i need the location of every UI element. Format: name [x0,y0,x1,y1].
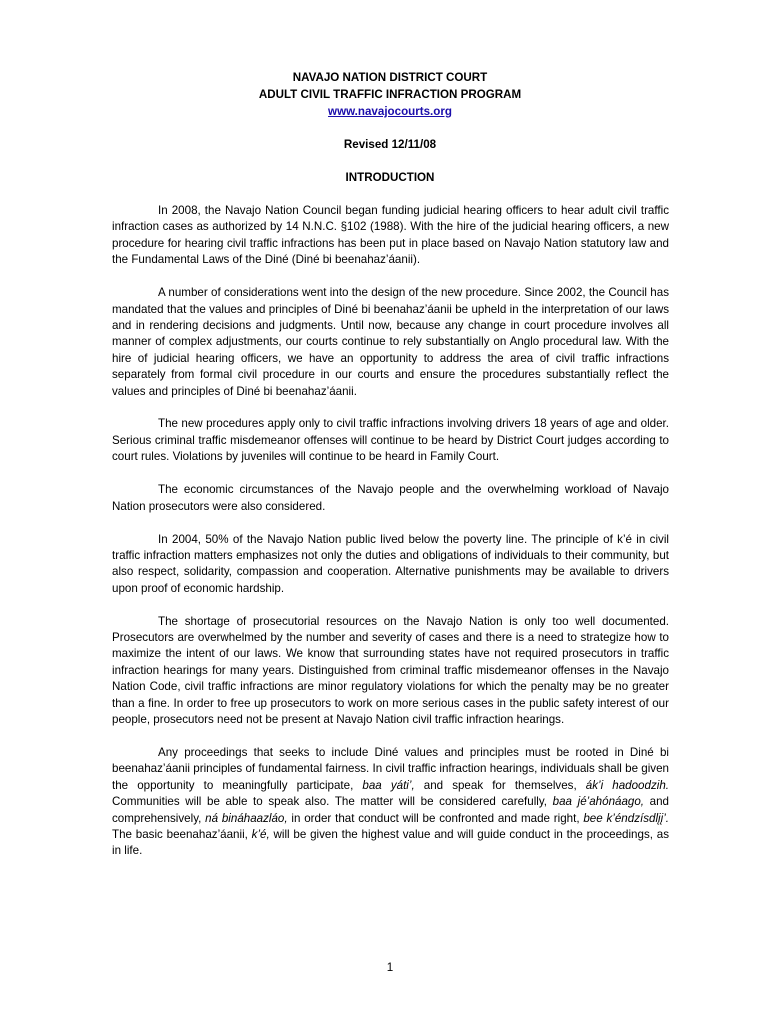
paragraph-7 [112,745,669,860]
p7-navajo-term: bee k’éndzísdlįį’. [583,811,669,825]
paragraph-6: The shortage of prosecutorial resources on the Navajo Nation is only too well documented. Prosecutors are overwhelmed by the number and severity of cases and there is a need to strategize how to maximize the intent of our laws. We know that surrounding states have not required prosecutors in traffic infraction hearings for many years. Distinguished from criminal traffic misdemeanor offenses in the Navajo Nation Code, civil traffic infractions are minor regulatory violations for which the penalty may be no greater than a fine. In order to free up prosecutors to work on more serious cases in the public safety interest of our people, prosecutors need not be present at Navajo Nation civil traffic infraction hearings. [112,614,669,727]
page-number: 1 [386,961,394,974]
p7-text: Communities will be able to speak also. The matter will be considered carefully, [112,795,553,809]
body-text [112,203,669,876]
paragraph-2: A number of considerations went into the design of the new procedure. Since 2002, the Council has mandated that the values and principles of Diné bi beenahaz’áanii be upheld in the interpretation of our laws and in rendering decisions and judgments. Until now, because any change in court procedure involves all manner of complex adjustments, our courts continue to rely substantially on Anglo procedural law. With the hire of judicial hearing officers, we have an opportunity to address the area of civil traffic infractions separately from formal civil procedure in our courts and ensure the procedures substantially reflect the values and principles of Diné bi beenahaz’áanii. [112,286,669,398]
p7-navajo-term: baa jé’ahónáago, [552,795,645,809]
section-title: INTRODUCTION [345,171,435,184]
p7-navajo-term: k’é, [251,828,270,841]
p7-text: Any proceedings that seeks to include Diné values and principles must be rooted in Diné bi beenahaz’áanii principles of fundamental fairness. In civil traffic infraction hearings, individuals shall be given the opportunity to meaningfully participate, [112,745,669,792]
p7-navajo-term: ná bináhaazláo, [205,811,288,825]
p7-navajo-term: baa yáti’, [362,778,415,792]
paragraph-4: The economic circumstances of the Navajo people and the overwhelming workload of Navajo Nation prosecutors were also considered. [112,483,669,513]
paragraph-3: The new procedures apply only to civil traffic infractions involving drivers 18 years of age and older. Serious criminal traffic misdemeanor offenses will continue to be heard by District Court judges according to court rules. Violations by juveniles will continue to be heard in Family Court. [112,417,669,464]
program-heading: ADULT CIVIL TRAFFIC INFRACTION PROGRAM [258,88,522,101]
revised-date: Revised 12/11/08 [343,138,437,151]
p7-navajo-term: ák’i hadoodzih. [585,778,669,792]
website-line [0,104,770,120]
p7-text: and comprehensively, [112,795,669,825]
paragraph-5: In 2004, 50% of the Navajo Nation public lived below the poverty line. The principle of k’é in civil traffic infraction matters emphasizes not only the duties and obligations of individuals to their community, but also respect, solidarity, compassion and cooperation. Alternative punishments may be available to drivers upon proof of economic hardship. [112,532,669,595]
p7-text: and speak for themselves, [414,778,586,792]
p7-text: The basic beenahaz’áanii, [112,828,252,841]
p7-text: in order that conduct will be confronted and made right, [287,811,584,825]
paragraph-1: In 2008, the Navajo Nation Council began funding judicial hearing officers to hear adult civil traffic infraction cases as authorized by 14 N.N.C. §102 (1988). With the hire of the judicial hearing officers, a new procedure for hearing civil traffic infractions has been put in place based on Navajo Nation statutory law and the Fundamental Laws of the Diné (Diné bi beenahaz’áanii). [112,204,669,267]
p7-text: will be given the highest value and will guide conduct in the proceedings, as in life. [112,828,670,858]
court-heading: NAVAJO NATION DISTRICT COURT [292,71,488,84]
website-link[interactable]: www.navajocourts.org [328,105,452,118]
